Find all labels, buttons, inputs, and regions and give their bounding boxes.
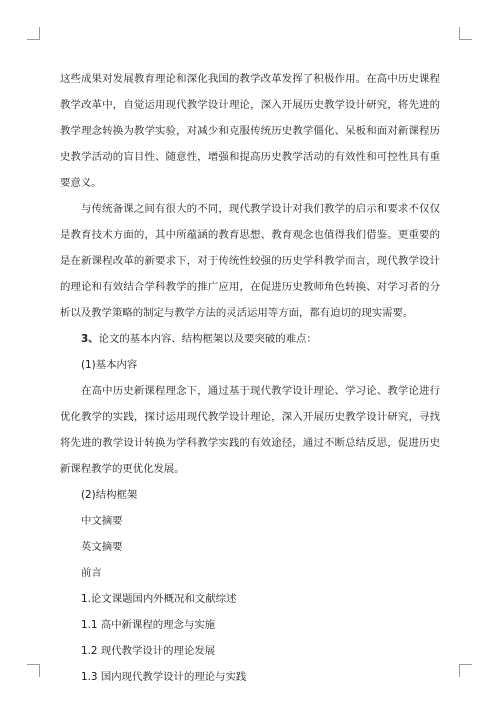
crop-mark-bottom-left — [27, 664, 40, 677]
section-heading — [60, 326, 440, 352]
paragraph-comparison: 与传统备课之间有很大的不同，现代教学设计对我们教学的启示和要求不仅仅是教育技术方面的，其中所蕴涵的教育思想、教育观念也值得我们借鉴。更重要的是在新课程改革的新要求下，对于传统性较强的历史学科教学而言，现代教学设计的理论和有效结合学科教学的推广应用，在促进历史教师角色转换、对学习者的分析以及教学策略的制定与教学方法的灵活运用等方面，都有迫切的现实需要。 — [60, 203, 440, 319]
page-body — [60, 66, 440, 690]
subheading-structure: (2)结构框架 — [81, 489, 138, 501]
structure-item: 1.2 现代教学设计的理论发展 — [81, 645, 216, 657]
structure-item: 英文摘要 — [81, 541, 123, 553]
subheading-basic-content: (1)基本内容 — [81, 359, 138, 371]
structure-item: 中文摘要 — [81, 515, 123, 527]
section-number: 3、 — [81, 333, 99, 345]
crop-mark-bottom-right — [459, 664, 472, 677]
structure-item: 前言 — [81, 567, 102, 579]
crop-mark-top-left — [27, 27, 40, 40]
paragraph-basic-content: 在高中历史新课程理念下，通过基于现代教学设计理论、学习论、教学论进行优化教学的实践，探讨运用现代教学设计理论，深入开展历史教学设计研究，寻找将先进的教学设计转换为学科教学实践的有效途径，通过不断总结反思，促进历史新课程教学的更优化发展。 — [60, 385, 440, 475]
structure-item: 1.1 高中新课程的理念与实施 — [81, 619, 216, 631]
crop-mark-top-right — [459, 27, 472, 40]
paragraph-intro: 这些成果对发展教育理论和深化我国的教学改革发挥了积极作用。在高中历史课程教学改革中，自觉运用现代教学设计理论，深入开展历史教学设计研究，将先进的教学理念转换为教学实验，对减少和克服传统历史教学僵化、呆板和面对新课程历史教学活动的盲目性、随意性，增强和提高历史教学活动的有效性和可控性具有重要意义。 — [60, 73, 440, 189]
section-title: 论文的基本内容、结构框架以及要突破的难点： — [98, 333, 317, 345]
structure-item: 1.论文课题国内外概况和文献综述 — [81, 593, 237, 605]
structure-item: 1.3 国内现代教学设计的理论与实践 — [81, 671, 247, 683]
